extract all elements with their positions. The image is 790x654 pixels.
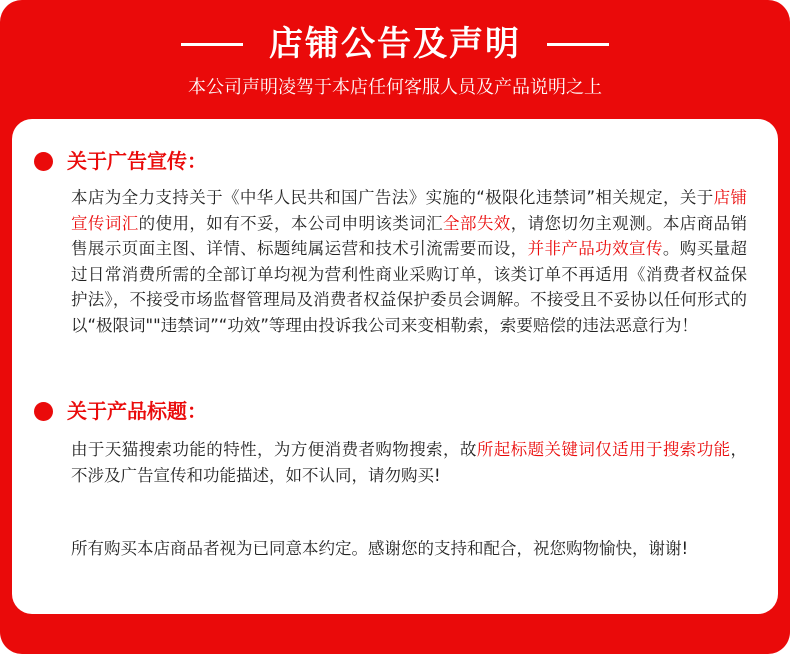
page-title: 店铺公告及声明 xyxy=(269,24,521,64)
section-product-title: 关于产品标题： xyxy=(67,399,207,423)
footer-note: 所有购买本店商品者视为已同意本约定。感谢您的支持和配合，祝您购物愉快，谢谢! xyxy=(71,539,689,558)
title-right-dash xyxy=(547,43,609,46)
product-highlight-1: 所起标题关键词仅适用于搜索功能 xyxy=(476,440,731,459)
ad-text-3: ，请您切勿主观测。本店商品销售展示页面主图、详情、标题纯属运营和技术引流需要而设， xyxy=(71,213,748,258)
product-text-1: 由于天猫搜索功能的特性，为方便消费者购物搜索，故 xyxy=(71,440,477,459)
ad-text-4: 。购买量超过日常消费所需的全部订单均视为营利性商业采购订单，该类订单不再适用《消费者权益保护法》，不接受市场监督管理局及消费者权益保护委员会调解。不接受且不妥协以任何形式的以“极限词""违禁词”“功效”等理由投诉我公司来变相勒索，索要赔偿的违法恶意行为！ xyxy=(71,239,748,335)
ad-highlight-2: 全部失效 xyxy=(443,213,511,233)
section-ad-text xyxy=(71,185,747,338)
product-text-2: ，不涉及广告宣传和功能描述，如不认同，请勿购买! xyxy=(71,440,748,485)
bullet-dot-icon xyxy=(34,152,53,171)
ad-highlight-3: 并非产品功效宣传 xyxy=(527,239,663,258)
section-ad-heading xyxy=(34,147,207,175)
header xyxy=(0,18,790,70)
section-ad-title: 关于广告宣传： xyxy=(67,149,207,173)
section-product-text xyxy=(71,437,747,488)
ad-text-2: 的使用，如有不妥，本公司申明该类词汇 xyxy=(138,213,444,233)
ad-highlight-1: 店铺宣传词汇 xyxy=(71,188,747,233)
notice-card xyxy=(12,119,778,614)
bullet-dot-icon xyxy=(34,402,53,421)
page-subtitle: 本公司声明凌驾于本店任何客服人员及产品说明之上 xyxy=(188,77,602,98)
title-left-dash xyxy=(181,43,243,46)
ad-text-1: 本店为全力支持关于《中华人民共和国广告法》实施的“极限化违禁词”相关规定，关于 xyxy=(71,188,714,207)
section-product-heading xyxy=(34,397,207,425)
